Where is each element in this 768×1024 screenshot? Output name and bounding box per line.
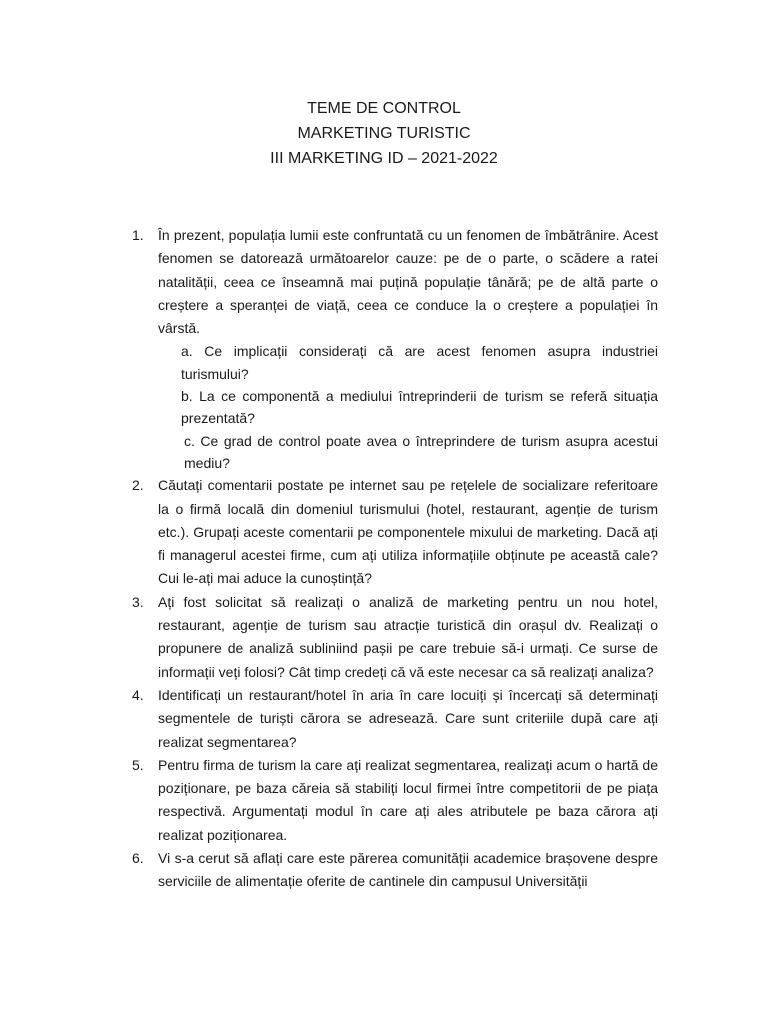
header-course: MARKETING TURISTIC: [297, 125, 471, 142]
subtask-c: c. Ce grad de control poate avea o întreprindere de turism asupra acestui mediu?: [184, 432, 658, 471]
task-text: Căutați comentarii postate pe internet sau pe rețelele de socializare referitoare la o firmă locală din domeniul turismului (hotel, restaurant, agenție de turism etc.). Grupați aceste comentarii pe componentele mixului de marketing. Dacă ați fi managerul acestei firme, cum ați utiliza informațiile obținute pe această cale? Cui le-ați mai aduce la cunoștință?: [158, 477, 658, 587]
task-number: 6.: [132, 850, 144, 867]
header-program-year: III MARKETING ID – 2021-2022: [270, 150, 498, 167]
task-item-1: [132, 224, 658, 474]
task-number: 4.: [132, 686, 144, 703]
task-item-5: [132, 754, 658, 847]
subtask-b: b. La ce componentă a mediului întreprinderii de turism se referă situația prezentată?: [181, 388, 658, 427]
task-number: 5.: [132, 756, 144, 773]
task-text: Pentru firma de turism la care ați realizat segmentarea, realizați acum o hartă de poziționare, pe baza căreia să stabiliți locul firmei între competitorii de pe piața respectivă. Argumentați modul în care ați ales atributele pe baza cărora ați realizat poziționarea.: [158, 756, 658, 843]
task-text: În prezent, populația lumii este confruntată cu un fenomen de îmbătrânire. Acest fenomen se datorează următoarelor cauze: pe de o parte, o scădere a ratei natalității, ceea ce înseamnă mai puțină populație tânără; pe de altă parte o creștere a speranței de viață, ceea ce conduce la o creștere a populației în vârstă.: [158, 227, 658, 337]
task-text: Identificați un restaurant/hotel în aria în care locuiți și încercați să determinați segmentele de turiști cărora se adresează. Care sunt criteriile după care ați realizat segmentarea?: [158, 686, 658, 750]
task-number: 2.: [132, 477, 144, 494]
subtask-a: a. Ce implicații considerați că are acest fenomen asupra industriei turismului?: [181, 343, 658, 382]
task-number: 1.: [132, 227, 144, 243]
task-list: [132, 224, 658, 894]
task-item-2: [132, 474, 658, 590]
task-number: 3.: [132, 593, 144, 610]
task-item-4: [132, 684, 658, 754]
task-item-3: [132, 591, 658, 684]
header-title: TEME DE CONTROL: [307, 100, 461, 117]
task-text: Vi s-a cerut să aflați care este părerea comunității academice brașovene despre serviciile de alimentație oferite de cantinele din campusul Universității: [158, 850, 658, 890]
task-text: Ați fost solicitat să realizați o analiză de marketing pentru un nou hotel, restaurant, agenție de turism sau atracție turistică din orașul dv. Realizați o propunere de analiză subliniind pașii pe care trebuie să-i urmați. Ce surse de informații veți folosi? Cât timp credeți că vă este necesar ca să realizați analiza?: [158, 593, 658, 680]
document-header: [0, 96, 768, 171]
task-item-6: [132, 847, 658, 894]
